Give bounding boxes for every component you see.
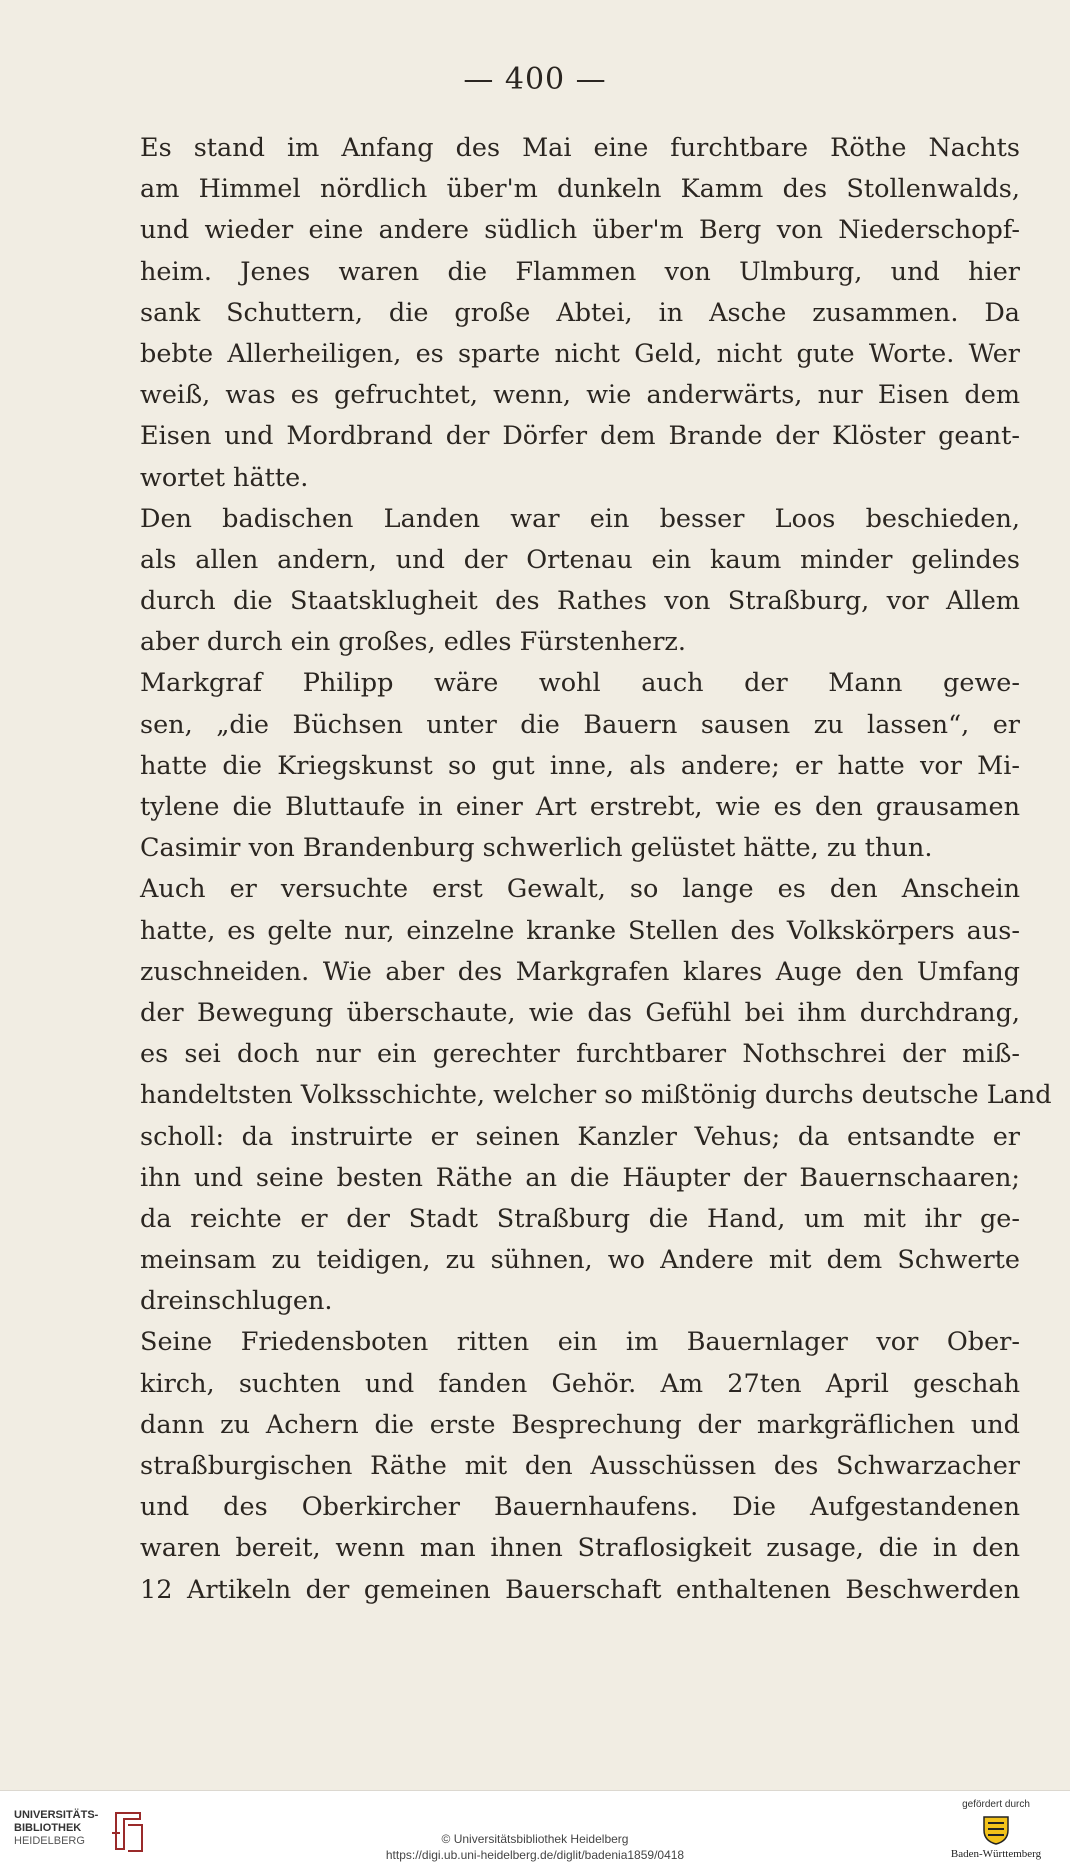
state-name: Baden-Württemberg <box>950 1848 1042 1860</box>
text-line: durch die Staatsklugheit des Rathes von Straßburg, vor Allem <box>140 586 1020 617</box>
copyright-notice <box>0 1831 1070 1863</box>
text-line: Seine Friedensboten ritten ein im Bauernlager vor Ober- <box>140 1327 1020 1358</box>
text-line: ihn und seine besten Räthe an die Häupter der Bauernschaaren; <box>140 1162 1020 1193</box>
text-line: und wieder eine andere südlich über'm Berg von Niederschopf- <box>140 215 1020 246</box>
text-line: scholl: da instruirte er seinen Kanzler Vehus; da entsandte er <box>140 1121 1020 1152</box>
coat-of-arms-icon <box>981 1814 1011 1846</box>
text-line: als allen andern, und der Ortenau ein kaum minder gelindes <box>140 544 1020 575</box>
copyright-text: © Universitätsbibliothek Heidelberg <box>441 1832 629 1846</box>
text-line: Casimir von Brandenburg schwerlich gelüstet hätte, zu thun. <box>140 833 933 864</box>
funding-notice <box>936 1799 1056 1860</box>
text-line: und des Oberkircher Bauernhaufens. Die Aufgestandenen <box>140 1492 1020 1523</box>
text-line: der Bewegung überschaute, wie das Gefühl bei ihm durchdrang, <box>140 997 1020 1028</box>
text-line: Auch er versuchte erst Gewalt, so lange es den Anschein <box>140 874 1020 905</box>
permalink-url[interactable]: https://digi.ub.uni-heidelberg.de/diglit/badenia1859/0418 <box>385 1848 685 1862</box>
text-line: da reichte er der Stadt Straßburg die Hand, um mit ihr ge- <box>140 1203 1020 1234</box>
text-line: weiß, was es gefruchtet, wenn, wie anderwärts, nur Eisen dem <box>140 380 1020 411</box>
text-line: Es stand im Anfang des Mai eine furchtbare Röthe Nachts <box>140 133 1020 163</box>
text-line: es sei doch nur ein gerechter furchtbarer Nothschrei der miß- <box>140 1039 1020 1070</box>
library-name-line: BIBLIOTHEK <box>14 1822 82 1834</box>
text-line: Markgraf Philipp wäre wohl auch der Mann gewe- <box>140 668 1020 699</box>
text-line: aber durch ein großes, edles Fürstenherz. <box>140 627 686 658</box>
text-line: Eisen und Mordbrand der Dörfer dem Brande der Klöster geant- <box>140 421 1020 452</box>
text-line: sen, „die Büchsen unter die Bauern sausen zu lassen“, er <box>140 709 1020 740</box>
text-line: dreinschlugen. <box>140 1286 333 1317</box>
text-line: 12 Artikeln der gemeinen Bauerschaft enthaltenen Beschwerden <box>140 1574 1020 1605</box>
text-line: straßburgischen Räthe mit den Ausschüssen des Schwarzacher <box>140 1451 1020 1481</box>
text-line: meinsam zu teidigen, zu sühnen, wo Andere mit dem Schwerte <box>140 1245 1020 1276</box>
text-line: wortet hätte. <box>140 462 309 493</box>
text-line: zuschneiden. Wie aber des Markgrafen klares Auge den Umfang <box>140 956 1020 987</box>
text-line: heim. Jenes waren die Flammen von Ulmburg, und hier <box>140 256 1020 287</box>
text-line: kirch, suchten und fanden Gehör. Am 27ten April geschah <box>140 1368 1020 1399</box>
text-line: handeltsten Volksschichte, welcher so mißtönig durchs deutsche Land <box>140 1080 1052 1111</box>
text-line: hatte, es gelte nur, einzelne kranke Stellen des Volkskörpers aus- <box>140 915 1020 946</box>
funded-by-label: gefördert durch <box>962 1799 1030 1810</box>
text-line: am Himmel nördlich über'm dunkeln Kamm des Stollenwalds, <box>140 174 1020 205</box>
library-name-line: UNIVERSITÄTS- <box>14 1809 99 1821</box>
text-line: bebte Allerheiligen, es sparte nicht Geld, nicht gute Worte. Wer <box>140 338 1020 369</box>
viewer-footer <box>0 1790 1070 1868</box>
body-text <box>140 128 1052 1611</box>
text-line: sank Schuttern, die große Abtei, in Asche zusammen. Da <box>140 297 1020 328</box>
text-line: Den badischen Landen war ein besser Loos beschieden, <box>140 503 1020 534</box>
library-name-line: HEIDELBERG <box>14 1835 85 1847</box>
text-line: hatte die Kriegskunst so gut inne, als andere; er hatte vor Mi- <box>140 750 1020 781</box>
text-line: tylene die Bluttaufe in einer Art erstrebt, wie es den grausamen <box>140 792 1020 822</box>
text-line: waren bereit, wenn man ihnen Straflosigkeit zusage, die in den <box>140 1533 1020 1564</box>
text-line: dann zu Achern die erste Besprechung der markgräflichen und <box>140 1409 1020 1440</box>
page-number: — 400 — <box>463 62 607 97</box>
